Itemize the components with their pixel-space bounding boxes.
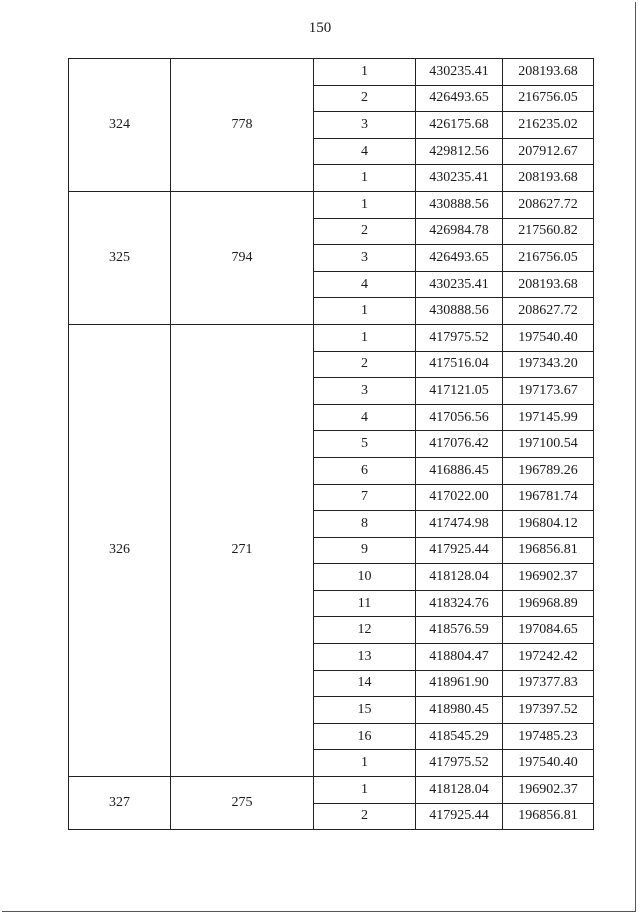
x-coordinate-cell: 417975.52	[416, 750, 503, 777]
x-coordinate-cell: 430235.41	[416, 59, 503, 86]
x-coordinate-cell: 417022.00	[416, 484, 503, 511]
y-coordinate-cell: 208627.72	[503, 191, 594, 218]
y-coordinate-cell: 216756.05	[503, 85, 594, 112]
point-number-cell: 1	[314, 59, 416, 86]
point-number-cell: 4	[314, 404, 416, 431]
point-number-cell: 1	[314, 165, 416, 192]
x-coordinate-cell: 417925.44	[416, 537, 503, 564]
point-number-cell: 3	[314, 378, 416, 405]
x-coordinate-cell: 418324.76	[416, 590, 503, 617]
x-coordinate-cell: 417056.56	[416, 404, 503, 431]
y-coordinate-cell: 196968.89	[503, 590, 594, 617]
y-coordinate-cell: 197485.23	[503, 723, 594, 750]
x-coordinate-cell: 430235.41	[416, 165, 503, 192]
point-number-cell: 5	[314, 431, 416, 458]
y-coordinate-cell: 196902.37	[503, 777, 594, 804]
y-coordinate-cell: 197377.83	[503, 670, 594, 697]
point-number-cell: 14	[314, 670, 416, 697]
y-coordinate-cell: 196902.37	[503, 564, 594, 591]
y-coordinate-cell: 197397.52	[503, 697, 594, 724]
y-coordinate-cell: 208627.72	[503, 298, 594, 325]
y-coordinate-cell: 196789.26	[503, 457, 594, 484]
parcel-area-cell: 778	[171, 59, 314, 192]
x-coordinate-cell: 417975.52	[416, 324, 503, 351]
x-coordinate-cell: 418128.04	[416, 777, 503, 804]
y-coordinate-cell: 197343.20	[503, 351, 594, 378]
y-coordinate-cell: 207912.67	[503, 138, 594, 165]
y-coordinate-cell: 196781.74	[503, 484, 594, 511]
point-number-cell: 15	[314, 697, 416, 724]
parcel-area-cell: 271	[171, 324, 314, 776]
y-coordinate-cell: 216235.02	[503, 112, 594, 139]
y-coordinate-cell: 196856.81	[503, 537, 594, 564]
parcel-area-cell: 275	[171, 777, 314, 830]
point-number-cell: 1	[314, 324, 416, 351]
x-coordinate-cell: 417474.98	[416, 511, 503, 538]
x-coordinate-cell: 430888.56	[416, 191, 503, 218]
x-coordinate-cell: 417121.05	[416, 378, 503, 405]
y-coordinate-cell: 197100.54	[503, 431, 594, 458]
point-number-cell: 12	[314, 617, 416, 644]
point-number-cell: 1	[314, 750, 416, 777]
x-coordinate-cell: 418576.59	[416, 617, 503, 644]
x-coordinate-cell: 426175.68	[416, 112, 503, 139]
point-number-cell: 8	[314, 511, 416, 538]
x-coordinate-cell: 417076.42	[416, 431, 503, 458]
x-coordinate-cell: 416886.45	[416, 457, 503, 484]
table-row	[69, 777, 594, 804]
x-coordinate-cell: 426493.65	[416, 245, 503, 272]
point-number-cell: 7	[314, 484, 416, 511]
point-number-cell: 3	[314, 112, 416, 139]
table-row	[69, 191, 594, 218]
parcel-area-cell: 794	[171, 191, 314, 324]
point-number-cell: 4	[314, 138, 416, 165]
point-number-cell: 1	[314, 298, 416, 325]
point-number-cell: 1	[314, 191, 416, 218]
x-coordinate-cell: 417925.44	[416, 803, 503, 830]
x-coordinate-cell: 430235.41	[416, 271, 503, 298]
y-coordinate-cell: 197540.40	[503, 750, 594, 777]
point-number-cell: 4	[314, 271, 416, 298]
y-coordinate-cell: 216756.05	[503, 245, 594, 272]
point-number-cell: 3	[314, 245, 416, 272]
point-number-cell: 13	[314, 644, 416, 671]
x-coordinate-cell: 418128.04	[416, 564, 503, 591]
x-coordinate-cell: 429812.56	[416, 138, 503, 165]
y-coordinate-cell: 197242.42	[503, 644, 594, 671]
point-number-cell: 2	[314, 803, 416, 830]
x-coordinate-cell: 418961.90	[416, 670, 503, 697]
y-coordinate-cell: 208193.68	[503, 271, 594, 298]
y-coordinate-cell: 208193.68	[503, 165, 594, 192]
parcel-number-cell: 324	[69, 59, 171, 192]
point-number-cell: 16	[314, 723, 416, 750]
x-coordinate-cell: 418545.29	[416, 723, 503, 750]
point-number-cell: 2	[314, 218, 416, 245]
parcel-number-cell: 326	[69, 324, 171, 776]
point-number-cell: 6	[314, 457, 416, 484]
x-coordinate-cell: 426984.78	[416, 218, 503, 245]
y-coordinate-cell: 197540.40	[503, 324, 594, 351]
table-row	[69, 59, 594, 86]
x-coordinate-cell: 426493.65	[416, 85, 503, 112]
coordinates-table	[68, 58, 594, 830]
y-coordinate-cell: 197173.67	[503, 378, 594, 405]
y-coordinate-cell: 208193.68	[503, 59, 594, 86]
parcel-number-cell: 327	[69, 777, 171, 830]
table-row	[69, 324, 594, 351]
point-number-cell: 11	[314, 590, 416, 617]
point-number-cell: 2	[314, 351, 416, 378]
x-coordinate-cell: 417516.04	[416, 351, 503, 378]
point-number-cell: 10	[314, 564, 416, 591]
x-coordinate-cell: 430888.56	[416, 298, 503, 325]
point-number-cell: 9	[314, 537, 416, 564]
y-coordinate-cell: 197084.65	[503, 617, 594, 644]
page-number: 150	[308, 20, 332, 36]
y-coordinate-cell: 196856.81	[503, 803, 594, 830]
y-coordinate-cell: 196804.12	[503, 511, 594, 538]
x-coordinate-cell: 418980.45	[416, 697, 503, 724]
point-number-cell: 2	[314, 85, 416, 112]
parcel-number-cell: 325	[69, 191, 171, 324]
x-coordinate-cell: 418804.47	[416, 644, 503, 671]
coordinates-table-body	[69, 59, 594, 830]
y-coordinate-cell: 197145.99	[503, 404, 594, 431]
point-number-cell: 1	[314, 777, 416, 804]
y-coordinate-cell: 217560.82	[503, 218, 594, 245]
